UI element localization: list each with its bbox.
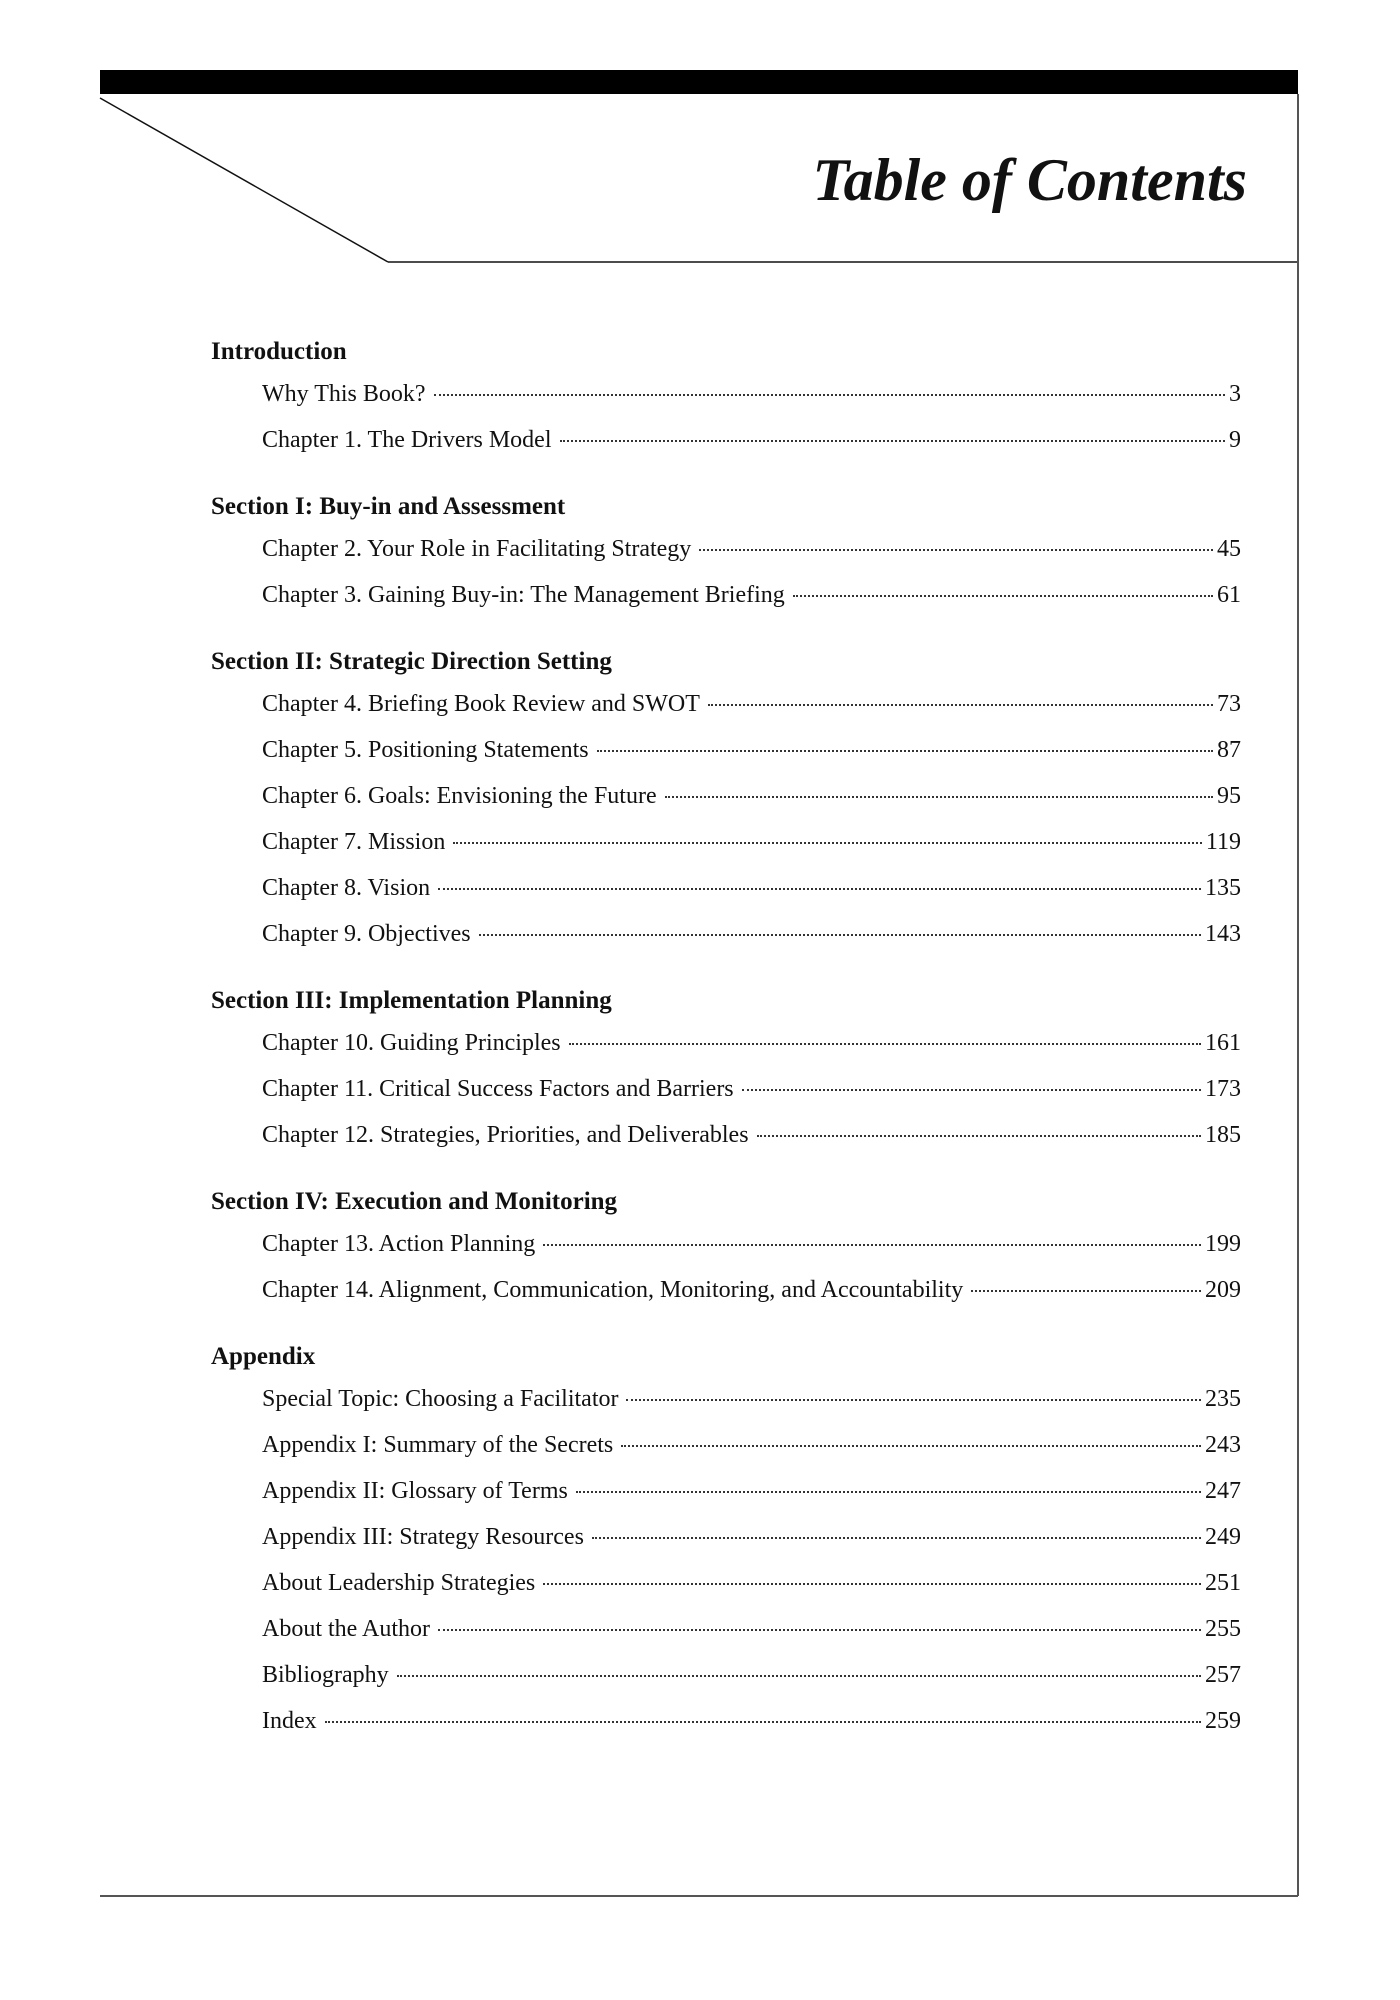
toc-entry[interactable] [262,375,1241,421]
dot-leader [397,1675,1201,1677]
dot-leader [699,549,1213,551]
page-number: 173 [1205,1076,1241,1102]
toc-entry[interactable] [262,915,1241,961]
page-number: 95 [1217,783,1241,809]
entry-title: Chapter 1. The Drivers Model [262,427,552,453]
toc-entry[interactable] [262,777,1241,823]
entry-title: Chapter 13. Action Planning [262,1231,536,1257]
page-number: 135 [1205,875,1241,901]
entry-title: Chapter 14. Alignment, Communication, Monitoring, and Accountability [262,1277,964,1303]
toc-entry[interactable] [262,1656,1241,1702]
page-number: 87 [1217,737,1241,763]
entry-title: Chapter 2. Your Role in Facilitating Strategy [262,536,692,562]
entry-title: Appendix II: Glossary of Terms [262,1478,568,1504]
toc-entry[interactable] [262,1380,1241,1426]
toc-section [211,1342,1241,1748]
entry-title: About Leadership Strategies [262,1570,536,1596]
dot-leader [438,888,1201,890]
table-of-contents [211,337,1241,1773]
toc-entry[interactable] [262,823,1241,869]
page-number: 119 [1205,829,1241,855]
page-number: 243 [1205,1432,1241,1458]
toc-entry[interactable] [262,1610,1241,1656]
entry-title: Chapter 5. Positioning Statements [262,737,589,763]
toc-section [211,986,1241,1162]
section-heading: Section III: Implementation Planning [211,987,612,1014]
page-bottom-border [100,1895,1298,1897]
section-heading: Section IV: Execution and Monitoring [211,1188,618,1215]
entry-title: Chapter 11. Critical Success Factors and Barriers [262,1076,734,1102]
page-number: 9 [1229,427,1241,453]
toc-entry[interactable] [262,1116,1241,1162]
dot-leader [592,1537,1201,1539]
toc-entry[interactable] [262,530,1241,576]
dot-leader [708,704,1213,706]
toc-entry[interactable] [262,1702,1241,1748]
entry-title: Chapter 8. Vision [262,875,431,901]
entry-title: Appendix III: Strategy Resources [262,1524,584,1550]
entry-title: About the Author [262,1616,430,1642]
toc-entry[interactable] [262,1518,1241,1564]
entry-title: Why This Book? [262,381,426,407]
dot-leader [543,1583,1201,1585]
dot-leader [438,1629,1201,1631]
page-number: 45 [1217,536,1241,562]
page-number: 61 [1217,582,1241,608]
entry-title: Chapter 10. Guiding Principles [262,1030,561,1056]
toc-section [211,492,1241,622]
page-number: 247 [1205,1478,1241,1504]
dot-leader [665,796,1213,798]
section-heading: Introduction [211,338,347,365]
toc-entry[interactable] [262,1564,1241,1610]
entry-title: Chapter 7. Mission [262,829,446,855]
section-heading: Appendix [211,1343,316,1370]
dot-leader [576,1491,1201,1493]
entry-title: Index [262,1708,317,1734]
toc-entry[interactable] [262,1271,1241,1317]
toc-entry[interactable] [262,1472,1241,1518]
section-heading: Section II: Strategic Direction Setting [211,648,612,675]
dot-leader [742,1089,1201,1091]
toc-entry[interactable] [262,685,1241,731]
entry-title: Appendix I: Summary of the Secrets [262,1432,614,1458]
entry-title: Chapter 9. Objectives [262,921,471,947]
toc-entry[interactable] [262,576,1241,622]
page-number: 209 [1205,1277,1241,1303]
entry-title: Chapter 3. Gaining Buy-in: The Management Briefing [262,582,785,608]
dot-leader [621,1445,1201,1447]
dot-leader [453,842,1202,844]
dot-leader [434,394,1225,396]
page-number: 257 [1205,1662,1241,1688]
page-number: 199 [1205,1231,1241,1257]
page-number: 259 [1205,1708,1241,1734]
page-number: 161 [1205,1030,1241,1056]
page-number: 255 [1205,1616,1241,1642]
entry-title: Bibliography [262,1662,389,1688]
page-number: 143 [1205,921,1241,947]
toc-entry[interactable] [262,1426,1241,1472]
header-bar [100,70,1298,94]
page-number: 251 [1205,1570,1241,1596]
dot-leader [325,1721,1201,1723]
dot-leader [479,934,1201,936]
toc-entry[interactable] [262,731,1241,777]
entry-title: Special Topic: Choosing a Facilitator [262,1386,619,1412]
entry-title: Chapter 12. Strategies, Priorities, and Deliverables [262,1122,749,1148]
toc-entry[interactable] [262,1225,1241,1271]
page-title: Table of Contents [812,147,1247,213]
dot-leader [971,1290,1201,1292]
dot-leader [569,1043,1201,1045]
toc-entry[interactable] [262,1024,1241,1070]
toc-entry[interactable] [262,421,1241,467]
dot-leader [626,1399,1201,1401]
toc-section [211,337,1241,467]
entry-title: Chapter 6. Goals: Envisioning the Future [262,783,657,809]
page-number: 235 [1205,1386,1241,1412]
dot-leader [543,1244,1201,1246]
page-number: 185 [1205,1122,1241,1148]
entry-title: Chapter 4. Briefing Book Review and SWOT [262,691,700,717]
dot-leader [793,595,1213,597]
toc-section [211,1187,1241,1317]
page-number: 73 [1217,691,1241,717]
section-heading: Section I: Buy-in and Assessment [211,493,566,520]
toc-entry[interactable] [262,1070,1241,1116]
toc-entry[interactable] [262,869,1241,915]
header-diagonal-line [100,98,388,262]
page-number: 249 [1205,1524,1241,1550]
dot-leader [757,1135,1201,1137]
dot-leader [597,750,1213,752]
dot-leader [560,440,1226,442]
toc-section [211,647,1241,961]
page-number: 3 [1229,381,1241,407]
